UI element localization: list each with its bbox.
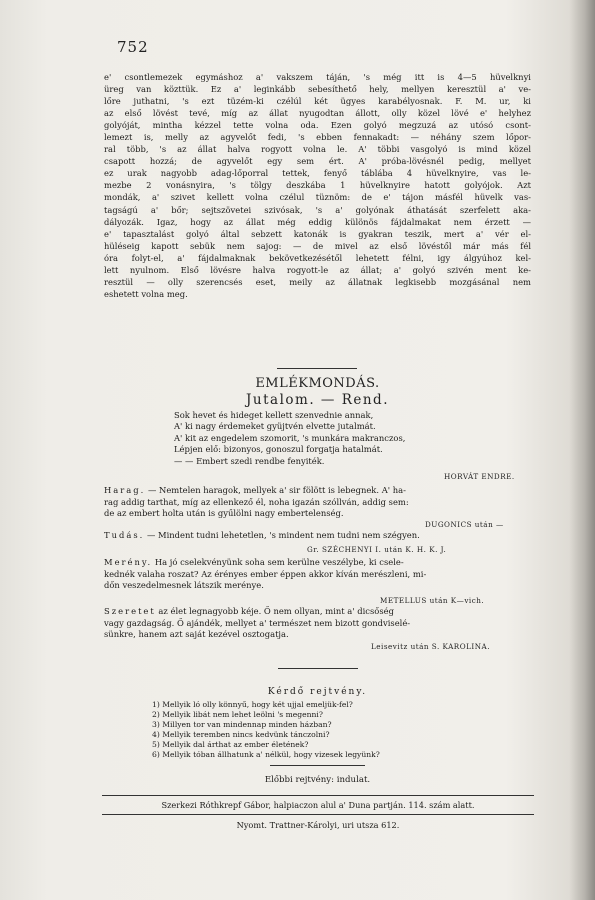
verse-line: Sok hevet és hideget kellett szenvednie annak, [174, 410, 374, 420]
riddle-item: 2) Mellyik libát nem lehet leölni 's megenni? [152, 709, 323, 719]
entry-text: — Mindent tudni lehetetlen, 's mindent nem tudni nem szégyen. [144, 530, 420, 540]
editor-line: Szerkezi Róthkrepf Gábor, halpiaczon alul a' Duna partján. 114. szám alatt. [161, 800, 475, 810]
riddle-item: 5) Mellyik dal árthat az ember életének? [152, 739, 309, 749]
entry-text: az élet legnagyobb kéje. Ő nem ollyan, mint a' dicsőség [155, 606, 394, 616]
section-heading: EMLÉKMONDÁS. [255, 376, 380, 391]
entry-text: — Nemtelen haragok, mellyek a' sir fölött is lebegnek. A' ha- [145, 485, 406, 495]
article-body [104, 71, 531, 300]
verse-line: — — Embert szedi rendbe fenyiték. [174, 455, 325, 466]
section-divider-top [277, 368, 357, 369]
article-line: hüléseig kapott sebük nem sajog: — de mivel az első lövéstől már más fél [104, 240, 531, 251]
article-line: dályozák. Igaz, hogy az állat még eddig különös fájdalmakat nem érzett — [104, 216, 531, 227]
riddle-item: 4) Mellyik teremben nincs kedvünk tánczolni? [152, 729, 330, 739]
verse-block [174, 410, 534, 467]
entry-text: Ha jó cselekvényünk soha sem kerülne veszélybe, ki csele- [152, 557, 404, 567]
section-divider-middle [278, 668, 358, 669]
entry-harag [104, 485, 531, 520]
entry-tudas-attribution: Gr. SZÉCHENYI I. után K. H. K. J. [307, 545, 447, 554]
verse-line: A' ki nagy érdemeket gyüjtvén elvette jutalmát. [174, 421, 376, 432]
riddle-title: Kérdő rejtvény. [267, 687, 368, 697]
article-line: mezbe 2 vonásnyira, 's tölgy deszkába 1 hüvelknyire hatott golyójok. Azt [104, 180, 531, 191]
entry-keyword: Harag. [104, 485, 146, 495]
riddle-item: 1) Mellyik ló olly könnyű, hogy két ujjal emeljük-fel? [152, 700, 353, 709]
article-line: ez urak nagyobb adag-lőporral tettek, fenyő táblába 4 hüvelknyire, vas le- [104, 168, 531, 179]
entry-harag-attribution: DUGONICS után — [425, 520, 504, 529]
page-number: 752 [117, 38, 149, 56]
footer-rule-top [102, 795, 534, 796]
entry-keyword: Merény. [104, 557, 153, 567]
entry-szeretet [104, 606, 531, 641]
entry-keyword: Szeretet [104, 606, 156, 616]
article-line: golyóját, mintha kézzel tette volna oda. Ezen golyó megzuzá az utósó csont- [104, 120, 531, 131]
article-line: eshetett volna meg. [104, 288, 188, 299]
page-gutter-shadow [569, 0, 595, 900]
entry-keyword: Tudás. [104, 530, 145, 540]
article-line: ral több, 's az állat halva rogyott volna le. A' többi vasgolyó is mind közel [104, 144, 531, 155]
article-line: üreg van közttük. Ez a' leginkább sebesíthető hely, mellyen keresztül a' ve- [104, 84, 531, 95]
article-line: e' csontlemezek egymáshoz a' vakszem táján, 's még itt is 4—5 hüvelknyi [104, 72, 531, 82]
article-line: lőre juthatni, 's ezt tüzém-ki czélúl két ügyes karabélyosnak. F. M. ur, ki [104, 96, 531, 107]
article-line: csapott hozzá; de agyvelőt egy sem ért. A' próba-lövésnél pedig, mellyet [104, 156, 531, 167]
article-line: lett nyulnom. Első lövésre halva rogyott-le az állat; a' golyó szivén ment ke- [104, 264, 531, 275]
entry-text: vagy gazdagság. Ő ajándék, mellyet a' természet nem bizott gondviselé- [104, 617, 411, 628]
verse-attribution: HORVÁT ENDRE. [444, 472, 515, 481]
riddle-item: 6) Mellyik tóban állhatunk a' nélkül, hogy vizesek legyünk? [152, 749, 380, 759]
entry-text: de az embert holta után is gyűlölni nagy embertelenség. [104, 508, 344, 519]
entry-mereny [104, 557, 531, 592]
previous-riddle-answer: Előbbi rejtvény: indulat. [264, 775, 371, 785]
entry-text: dőn veszedelmesnek látszik merénye. [104, 580, 264, 591]
verse-line: Lépjen elő: bizonyos, gonoszul forgatja hatalmát. [174, 444, 383, 455]
entry-text: kednék valaha roszat? Az érényes ember éppen akkor kíván merészleni, mi- [104, 568, 427, 579]
entry-mereny-attribution: METELLUS után K—vich. [380, 596, 485, 605]
article-line: mondák, a' szivet kellett volna czélul tüznöm: de e' tájon másfél hüvelk vas- [104, 192, 531, 203]
article-line: óra folyt-el, a' fájdalmaknak bekövetkezésétől lehetett félni, igy álgyúhoz kel- [104, 252, 531, 263]
printer-line: Nyomt. Trattner-Károlyi, uri utsza 612. [236, 820, 400, 830]
entry-text: sünkre, hanem azt saját kezével osztogatja. [104, 629, 289, 640]
article-line: e' tapasztalást golyó által sebzett katonák is gyakran teszik, mert a' vér el- [104, 228, 531, 239]
entry-szeretet-attribution: Leisevitz után S. KAROLINA. [371, 642, 490, 651]
riddle-list [152, 700, 532, 759]
riddle-item: 3) Millyen tor van mindennap minden házban? [152, 719, 332, 729]
entry-tudas [104, 530, 531, 542]
footer-rule-bottom [102, 814, 534, 815]
entry-text: rag addig tarthat, míg az ellenkező él, noha igazán szóllván, addig sem: [104, 496, 409, 507]
article-line: az első lövést tevé, míg az állat nyugodtan állott, olly közel lövé e' helyhez [104, 108, 531, 119]
article-line: resztül — olly szerencsés eset, meily az állatnak legkisebb mozgásánal nem [104, 276, 531, 287]
article-line: tagságú a' bőr; sejtszövetei szivósak, 's a' golyónak áthatását szerfelett aka- [104, 204, 531, 215]
section-divider-lower [270, 765, 365, 766]
section-subheading: Jutalom. — Rend. [246, 392, 389, 408]
article-line: lemezt is, melly az agyvelőt fedi, 's ebben fennakadt: — néhány szem lőpor- [104, 132, 531, 143]
verse-line: A' kit az engedelem szomorit, 's munkára makranczos, [174, 432, 406, 443]
